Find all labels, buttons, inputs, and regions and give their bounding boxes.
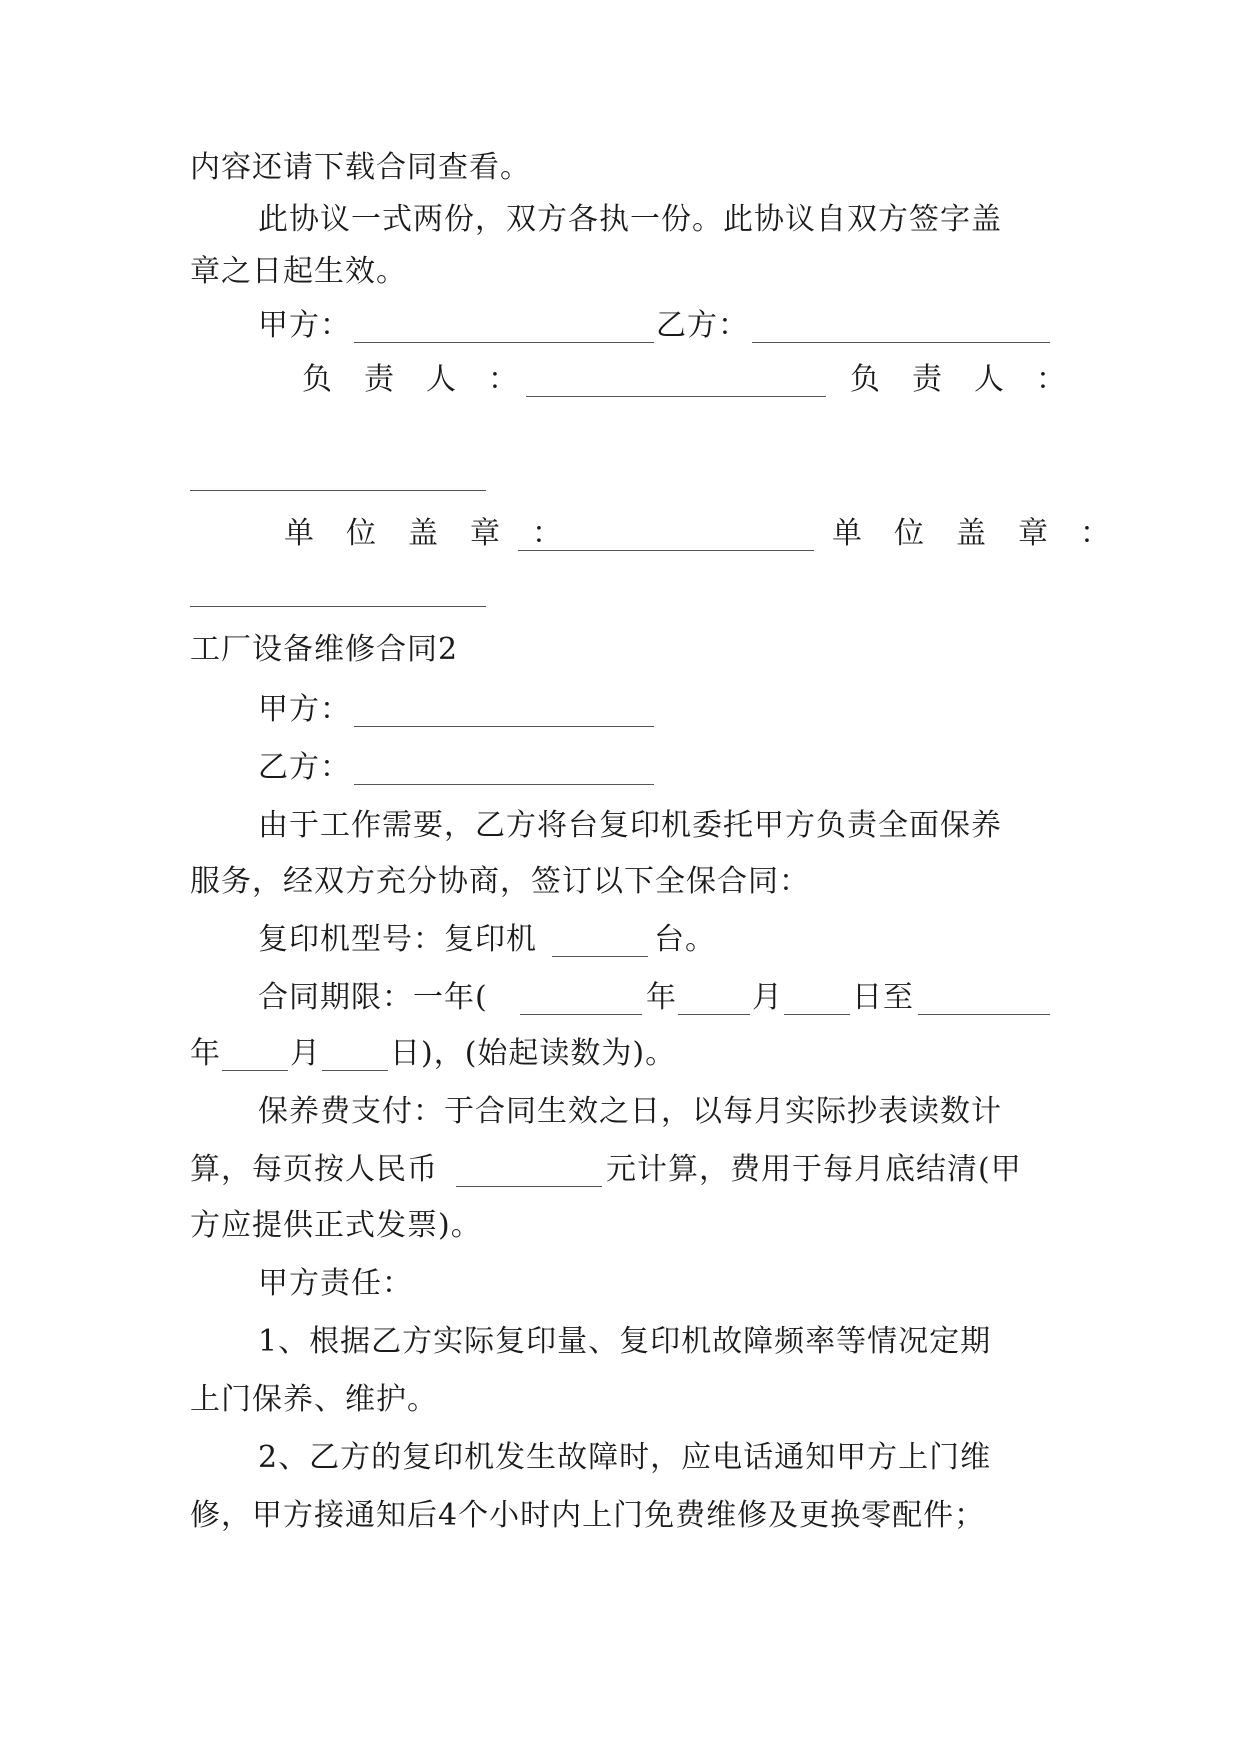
text-line: 服务，经双方充分协商，签订以下全保合同： — [190, 864, 810, 899]
copier-count-blank — [552, 956, 648, 957]
copier-unit: 台。 — [654, 922, 716, 957]
responsible-b-blank — [190, 490, 486, 491]
text-line: 2、乙方的复印机发生故障时，应电话通知甲方上门维 — [258, 1440, 992, 1475]
end-day-blank — [322, 1070, 388, 1071]
section-title: 工厂设备维修合同2 — [190, 632, 459, 667]
party-b-blank — [354, 784, 654, 785]
text-line: 章之日起生效。 — [190, 254, 407, 289]
end-year-blank — [918, 1014, 1050, 1015]
party-b-blank — [752, 342, 1050, 343]
party-a-label: 甲方： — [258, 308, 351, 343]
start-month-blank — [678, 1014, 750, 1015]
fee-text: 元计算，费用于每月底结清(甲 — [606, 1152, 1022, 1187]
start-month-unit: 月 — [752, 980, 783, 1015]
party-b-label: 乙方： — [258, 750, 351, 785]
fee-row — [0, 1150, 1241, 1350]
seal-a-blank — [518, 550, 814, 551]
text-line: 修，甲方接通知后4个小时内上门免费维修及更换零配件； — [190, 1498, 986, 1533]
end-month-blank — [222, 1070, 288, 1071]
start-year-blank — [520, 1014, 642, 1015]
responsible-a-label: 负 责 人 ： — [302, 362, 519, 397]
seal-b-label: 单 位 盖 章 ： — [832, 516, 1111, 551]
party-a-blank — [354, 342, 654, 343]
text-line: 甲方责任： — [258, 1266, 413, 1301]
text-line: 内容还请下载合同查看。 — [190, 150, 531, 185]
text-line: 保养费支付：于合同生效之日，以每月实际抄表读数计 — [258, 1094, 1002, 1129]
responsible-b-label: 负 责 人 ： — [850, 362, 1067, 397]
text-line: 方应提供正式发票)。 — [190, 1208, 482, 1243]
responsible-a-blank — [526, 396, 826, 397]
seal-b-blank — [190, 606, 486, 607]
end-month-unit: 月 — [290, 1036, 321, 1071]
fee-label: 算，每页按人民币 — [190, 1152, 438, 1187]
copier-model-label: 复印机型号：复印机 — [258, 922, 537, 957]
contract-term-label: 合同期限：一年( — [258, 980, 488, 1015]
party-a-label: 甲方： — [258, 692, 351, 727]
party-a-blank — [354, 726, 654, 727]
text-line: 1、根据乙方实际复印量、复印机故障频率等情况定期 — [258, 1324, 992, 1359]
end-year-unit: 年 — [190, 1036, 221, 1071]
start-day-unit: 日至 — [852, 980, 914, 1015]
seal-a-label: 单 位 盖 章 ： — [284, 516, 563, 551]
text-line: 此协议一式两份，双方各执一份。此协议自双方签字盖 — [258, 202, 1002, 237]
party-b-label: 乙方： — [656, 308, 749, 343]
signature-row-seal — [0, 514, 1241, 714]
start-year-unit: 年 — [646, 980, 677, 1015]
text-line: 上门保养、维护。 — [190, 1382, 438, 1417]
end-day-unit: 日)，(始起读数为)。 — [390, 1036, 677, 1071]
start-day-blank — [784, 1014, 850, 1015]
text-line: 由于工作需要，乙方将台复印机委托甲方负责全面保养 — [258, 808, 1002, 843]
fee-amount-blank — [456, 1186, 602, 1187]
